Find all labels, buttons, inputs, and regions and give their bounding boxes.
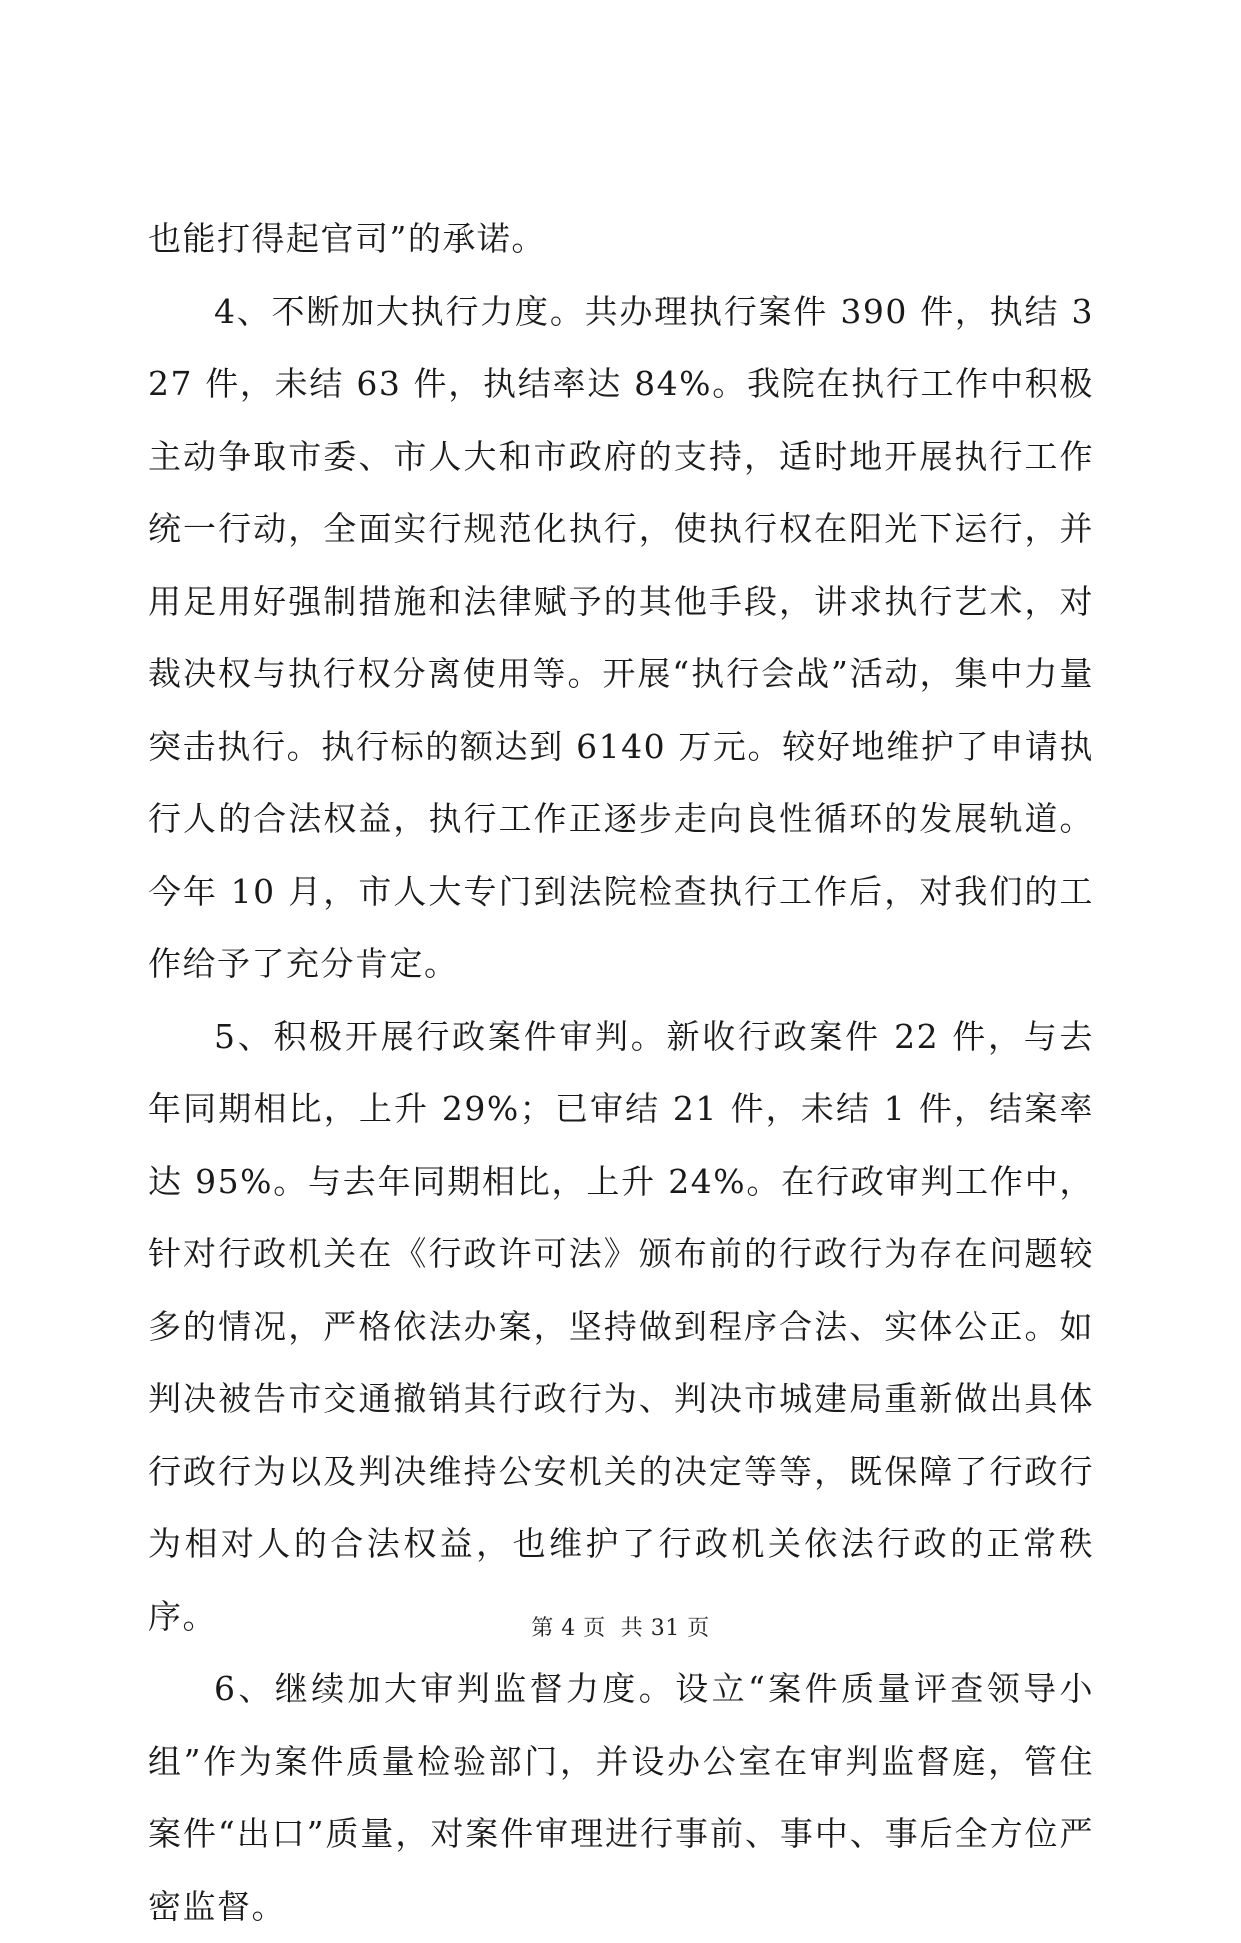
paragraph-item-6-trial-supervision: 6、继续加大审判监督力度。设立“案件质量评查领导小组”作为案件质量检验部门，并设办公室在审判监督庭，管住案件“出口”质量，对案件审理进行事前、事中、事后全方位严密监督。 bbox=[148, 1669, 1094, 1926]
document-body bbox=[148, 203, 1094, 1943]
page-number-label: 第 4 页 共 31 页 bbox=[531, 1616, 710, 1641]
page-footer bbox=[0, 1614, 1241, 1644]
paragraph-continuation: 也能打得起官司”的承诺。 bbox=[148, 219, 546, 258]
paragraph-item-5-administrative-cases: 5、积极开展行政案件审判。新收行政案件 22 件，与去年同期相比，上升 29%；已审结 21 件，未结 1 件，结案率达 95%。与去年同期相比，上升 24%。在行政审判工作中，针对行政机关在《行政许可法》颁布前的行政行为存在问题较多的情况，严格依法办案，坚持做到程序合法、实体公正。如判决被告市交通撤销其行政行为、判决市城建局重新做出具体行政行为以及判决维持公安机关的决定等等，既保障了行政行为相对人的合法权益，也维护了行政机关依法行政的正常秩序。 bbox=[148, 1016, 1094, 1636]
paragraph-item-4-enforcement: 4、不断加大执行力度。共办理执行案件 390 件，执结 327 件，未结 63 件，执结率达 84%。我院在执行工作中积极主动争取市委、市人大和市政府的支持，适时地开展执行工作统一行动，全面实行规范化执行，使执行权在阳光下运行，并用足用好强制措施和法律赋予的其他手段，讲求执行艺术，对裁决权与执行权分离使用等。开展“执行会战”活动，集中力量突击执行。执行标的额达到 6140 万元。较好地维护了申请执行人的合法权益，执行工作正逐步走向良性循环的发展轨道。今年 10 月，市人大专门到法院检查执行工作后，对我们的工作给予了充分肯定。 bbox=[148, 291, 1094, 983]
